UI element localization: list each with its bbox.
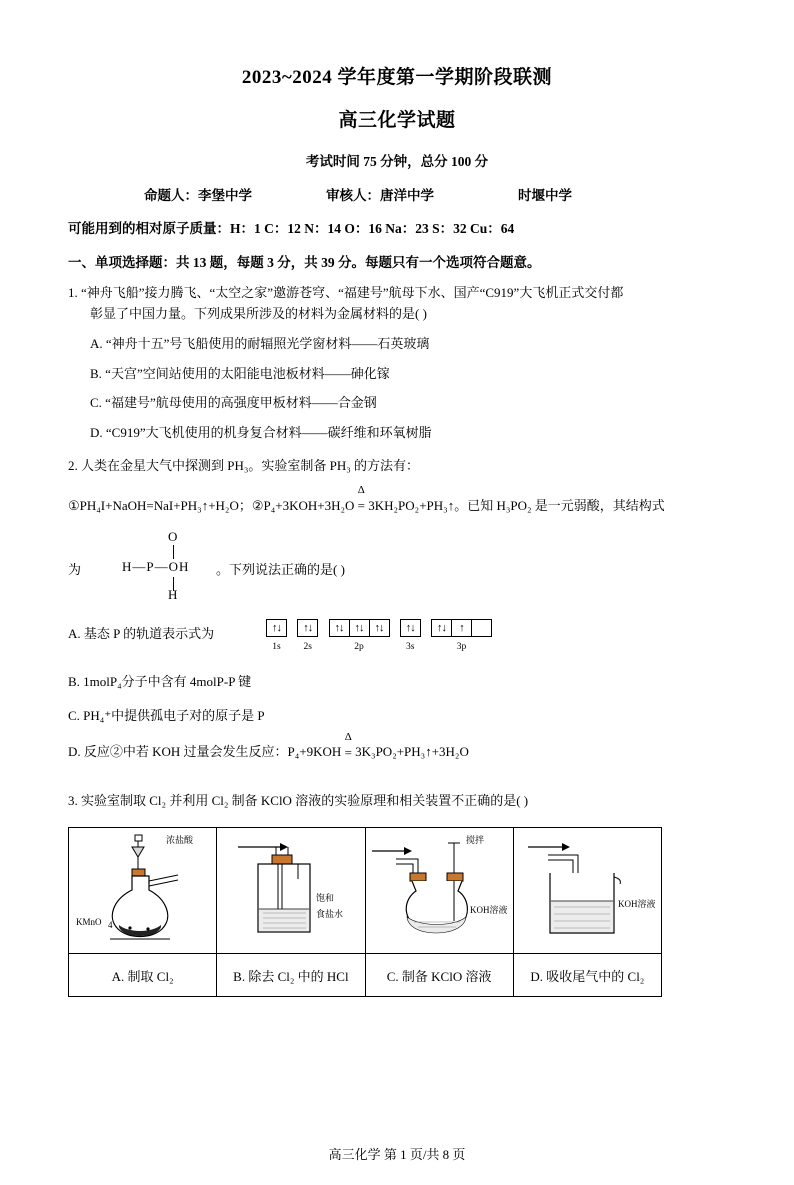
question-2-option-a	[68, 619, 726, 659]
question-2-stem: 人类在金星大气中探测到 PH₃。实验室制备 PH₃ 的方法有：	[81, 458, 420, 474]
figure-b-svg	[218, 829, 364, 952]
question-1-option-c: C. “福建号”航母使用的高强度甲板材料——合金钢	[90, 395, 377, 411]
structural-backbone: H—P—OH	[122, 558, 190, 574]
question-2-option-c: C. PH₄⁺中提供孤电子对的原子是 P	[68, 707, 265, 723]
orbital-cell: ↑↓	[349, 619, 370, 637]
question-2	[68, 455, 726, 476]
structural-formula-prefix: 为	[68, 561, 82, 577]
figure-a-svg	[70, 829, 216, 952]
question-2-option-d-post: 3K₃PO₂+PH₃↑+3H₂O	[355, 744, 469, 760]
reaction-condition-delta: Δ =	[354, 494, 368, 519]
question-1-number: 1.	[68, 285, 78, 300]
orbital-cell	[471, 619, 492, 637]
orbital-diagram	[266, 619, 499, 653]
orbital-label: 2s	[303, 641, 312, 652]
apparatus-figure-d	[513, 828, 661, 954]
question-1-option-b: B. “天宫”空间站使用的太阳能电池板材料——砷化镓	[90, 365, 390, 381]
apparatus-caption-d: D. 吸收尾气中的 Cl₂	[513, 954, 661, 997]
question-2-option-d	[68, 731, 726, 763]
apparatus-caption-b: B. 除去 Cl₂ 中的 HCl	[217, 954, 365, 997]
orbital-cell: ↑↓	[297, 619, 318, 637]
exam-school: 时堰中学	[518, 188, 572, 203]
orbital-cells	[431, 619, 492, 637]
svg-text:饱和: 饱和	[315, 893, 334, 904]
question-1-stem-line1: “神舟飞船”接力腾飞、“太空之家”邀游苍穹、“福建号”航母下水、国产“C919”大飞机正式交付都	[81, 285, 624, 300]
question-1-option-d: D. “C919”大飞机使用的机身复合材料——碳纤维和环氧树脂	[90, 425, 432, 441]
question-2-option-a-text: A. 基态 P 的轨道表示式为	[68, 625, 215, 641]
question-1	[68, 282, 726, 325]
question-2-number: 2.	[68, 458, 78, 474]
svg-text:食盐水: 食盐水	[315, 909, 343, 920]
orbital-label: 3p	[456, 641, 467, 652]
question-2-option-d-pre: D. 反应②中若 KOH 过量会发生反应：P₄+9KOH	[68, 744, 342, 760]
equation-1: ①PH₄I+NaOH=NaI+PH₃↑+H₂O；	[68, 497, 252, 513]
orbital-cells	[266, 619, 287, 637]
exam-author: 命题人：李堡中学	[144, 188, 252, 203]
orbital-group-1s	[266, 619, 287, 653]
svg-text:KMnO: KMnO	[75, 917, 102, 928]
equation-2-left: ②P₄+3KOH+3H₂O	[251, 497, 355, 513]
question-3-number: 3.	[68, 792, 78, 808]
apparatus-figure-a	[69, 828, 217, 954]
orbital-group-2s	[297, 619, 318, 653]
orbital-cell: ↑↓	[266, 619, 287, 637]
apparatus-caption-a: A. 制取 Cl₂	[69, 954, 217, 997]
orbital-label: 2p	[354, 641, 364, 652]
apparatus-table	[68, 827, 662, 997]
question-2-stem-tail: 。下列说法正确的是( )	[216, 561, 345, 577]
question-3	[68, 790, 726, 811]
exam-page	[0, 62, 794, 1185]
question-2-equations	[68, 484, 726, 519]
atomic-mass-line: 可能用到的相对原子质量：H：1 C：12 N：14 O：16 Na：23 S：32 Cu：64	[68, 221, 515, 236]
orbital-cells	[329, 619, 390, 637]
figure-c-svg	[366, 829, 512, 952]
structural-atom-o: O	[168, 528, 178, 544]
section-1-heading: 一、单项选择题：共 13 题，每题 3 分，共 39 分。每题只有一个选项符合题意。	[68, 255, 541, 270]
orbital-group-3s	[400, 619, 421, 653]
delta-symbol-2: Δ	[344, 731, 352, 744]
page-title-line1: 2023~2024 学年度第一学期阶段联测	[241, 67, 553, 88]
apparatus-figure-c	[365, 828, 513, 954]
page-title-line2: 高三化学试题	[338, 110, 456, 131]
reaction-condition-delta-2: Δ =	[341, 731, 356, 761]
apparatus-caption-row	[69, 954, 662, 997]
figure-d-svg	[514, 829, 660, 952]
orbital-group-3p	[431, 619, 492, 653]
structural-formula-h3po2	[68, 529, 726, 603]
orbital-cell: ↑↓	[369, 619, 390, 637]
orbital-cell: ↑↓	[329, 619, 350, 637]
page-footer: 高三化学 第 1 页/共 8 页	[328, 1147, 466, 1162]
exam-subtitle: 考试时间 75 分钟，总分 100 分	[305, 154, 489, 169]
exam-staff-row	[68, 184, 726, 204]
equation-2-right: 3KH₂PO₂+PH₃↑。已知 H₃PO₂ 是一元弱酸，其结构式	[368, 497, 665, 513]
bond-line-top	[173, 545, 174, 559]
orbital-cell: ↑	[451, 619, 472, 637]
orbital-label: 1s	[272, 641, 281, 652]
svg-text:KOH溶液: KOH溶液	[618, 899, 656, 910]
svg-text:搅拌: 搅拌	[466, 835, 485, 846]
question-2-option-b: B. 1molP₄分子中含有 4molP-P 键	[68, 673, 252, 689]
delta-symbol: Δ	[357, 484, 365, 497]
orbital-cells	[297, 619, 318, 637]
apparatus-figure-row	[69, 828, 662, 954]
structural-atom-h: H	[168, 586, 178, 602]
question-1-option-a: A. “神舟十五”号飞船使用的耐辐照光学窗材料——石英玻璃	[90, 335, 430, 351]
orbital-cell: ↑↓	[400, 619, 421, 637]
svg-text:KOH溶液: KOH溶液	[470, 905, 508, 916]
orbital-cell: ↑↓	[431, 619, 452, 637]
apparatus-figure-b	[217, 828, 365, 954]
orbital-cells	[400, 619, 421, 637]
svg-text:4: 4	[107, 920, 113, 931]
orbital-label: 3s	[406, 641, 415, 652]
question-1-stem-line2: 彰显了中国力量。下列成果所涉及的材料为金属材料的是( )	[90, 306, 427, 322]
exam-reviewer: 审核人：唐洋中学	[326, 188, 434, 203]
orbital-group-2p	[329, 619, 390, 653]
apparatus-caption-c: C. 制备 KClO 溶液	[365, 954, 513, 997]
svg-text:浓盐酸: 浓盐酸	[165, 835, 193, 846]
question-3-stem: 实验室制取 Cl₂ 并利用 Cl₂ 制备 KClO 溶液的实验原理和相关装置不正确的是( )	[81, 792, 529, 808]
